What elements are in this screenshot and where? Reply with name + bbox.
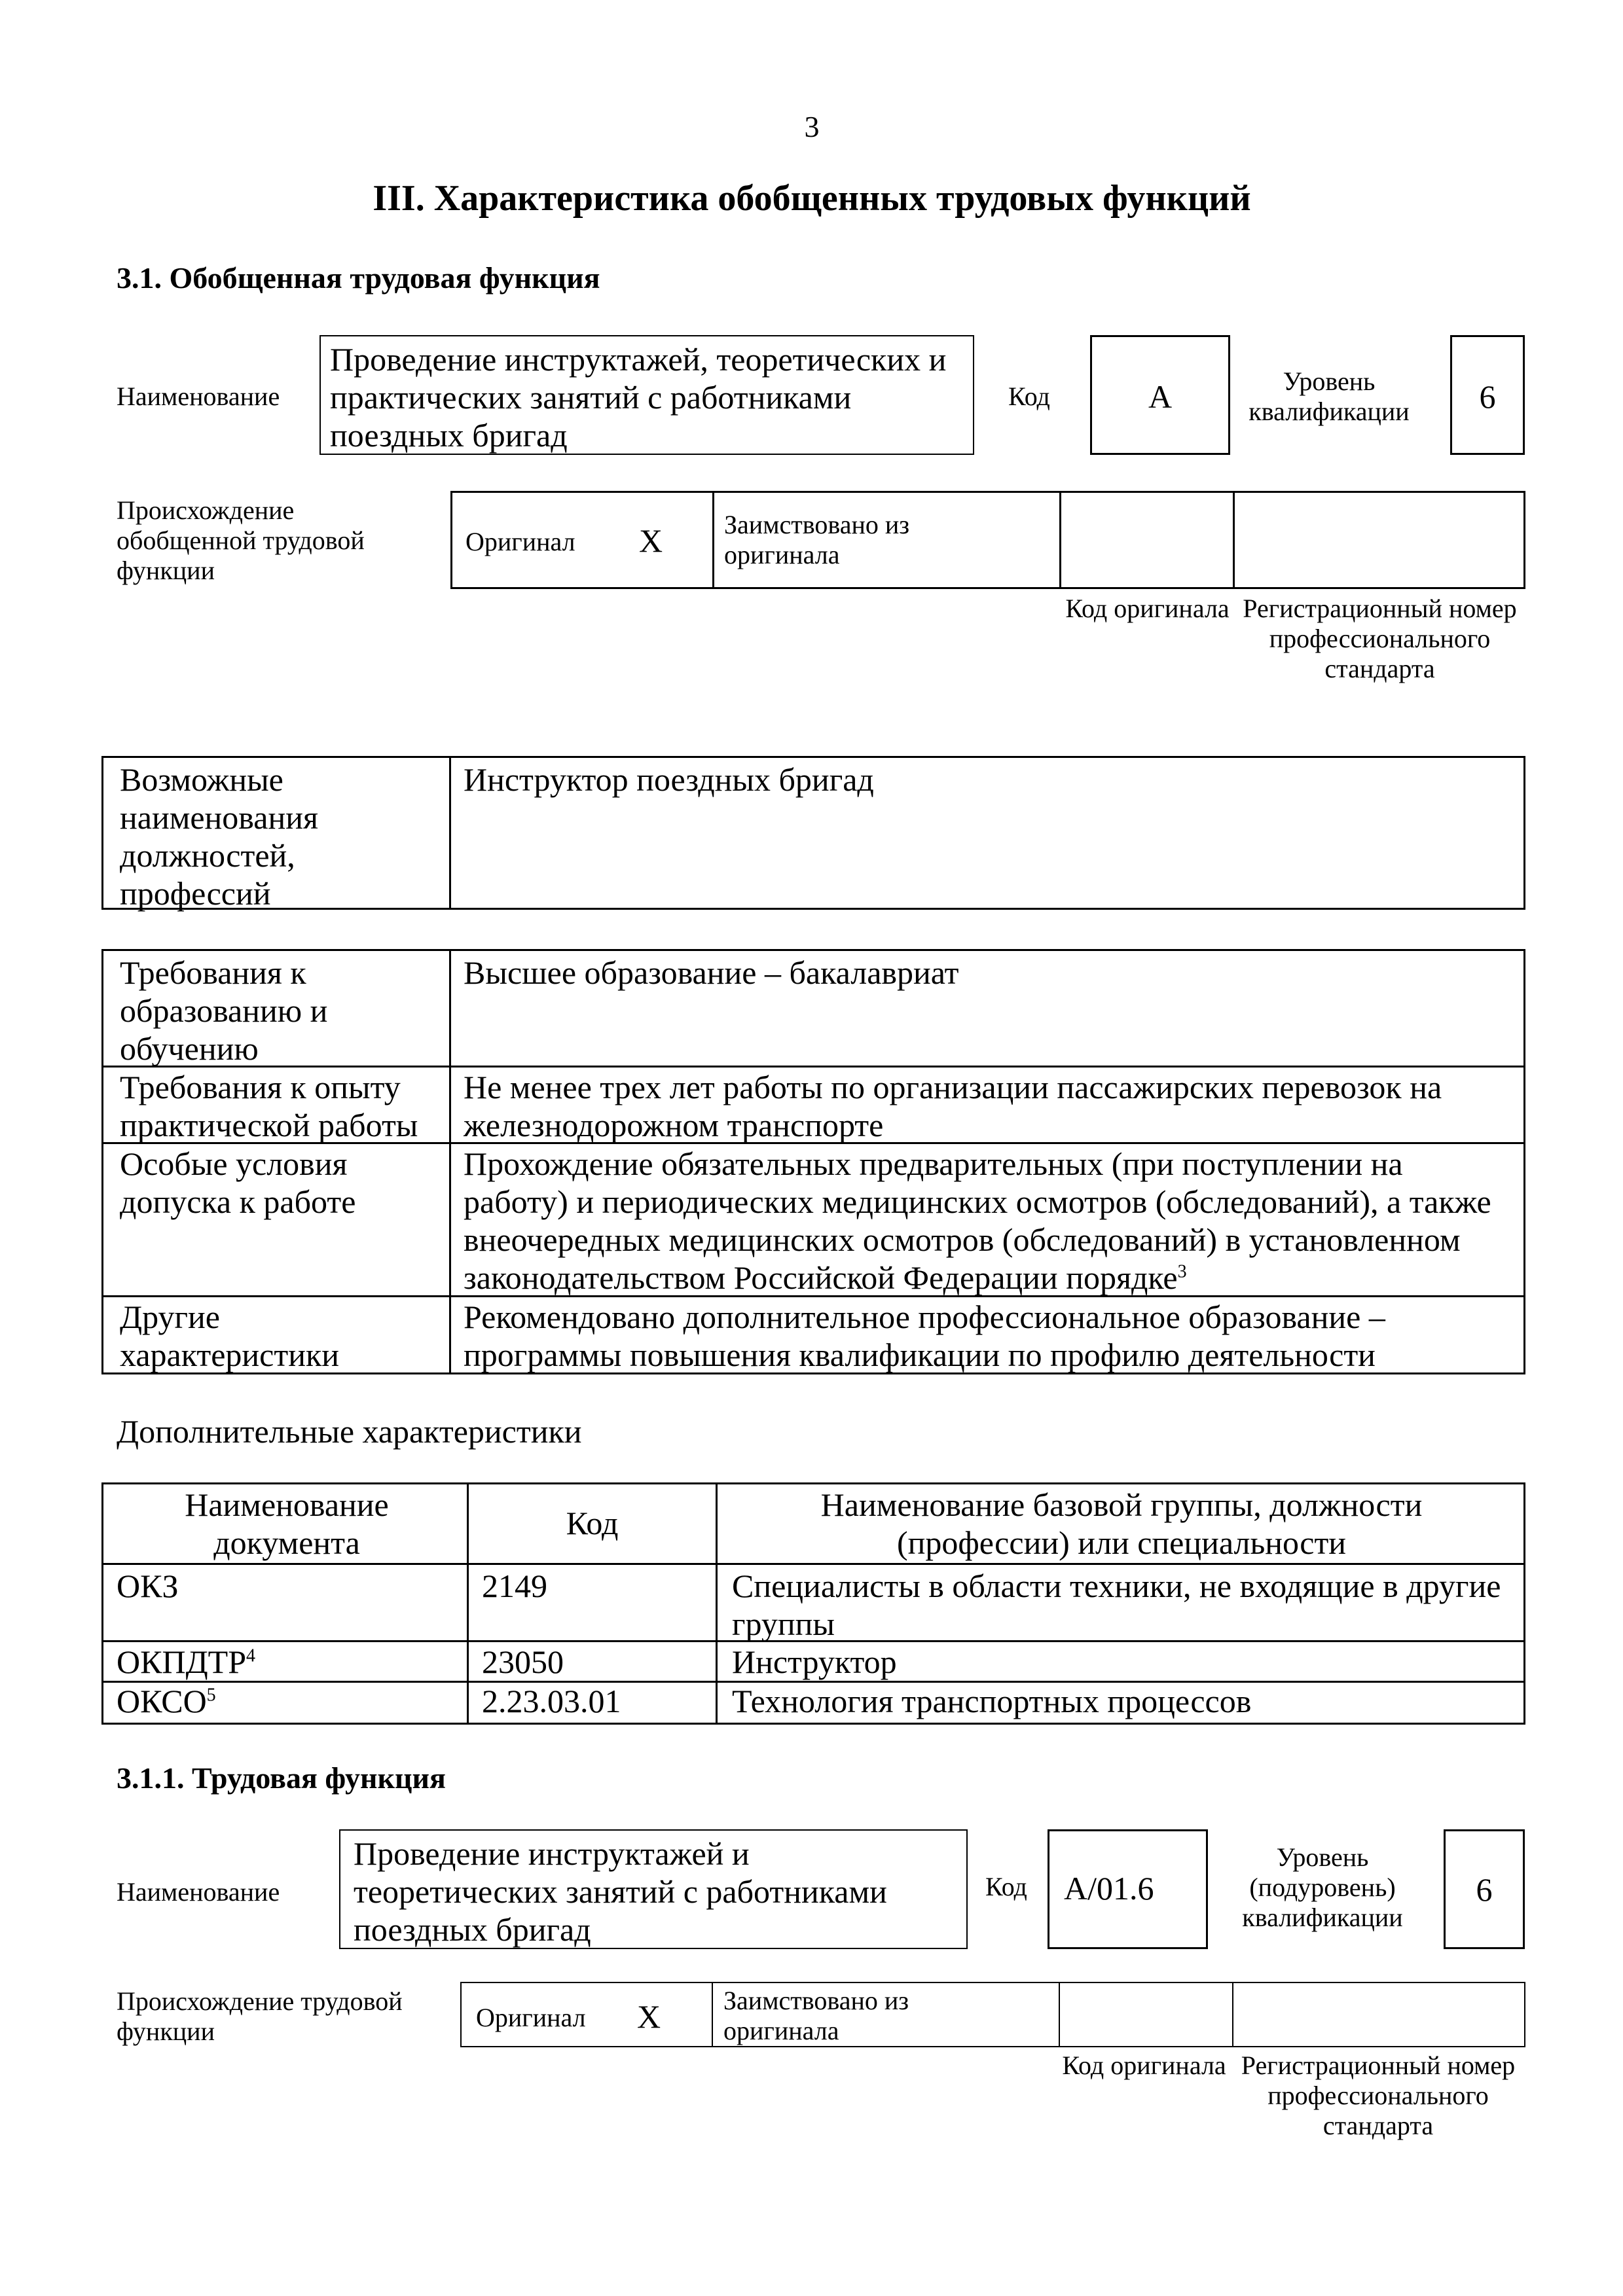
- tf-section-title: 3.1.1. Трудовая функция: [117, 1761, 446, 1795]
- gtf-code-label: Код: [1008, 382, 1050, 411]
- gtf-orig-code-caption: Код оригинала: [1065, 594, 1230, 623]
- req-label: Требования к опыту практической работы: [120, 1069, 418, 1143]
- gtf-name-value: Проведение инструктажей, теоретических и практических занятий с работниками поездных бригад: [330, 341, 947, 454]
- tf-original-mark: Х: [637, 1998, 661, 2035]
- tf-level-value: 6: [1476, 1871, 1493, 1908]
- tf-name-box: [339, 1829, 968, 1949]
- additional-row-name: Инструктор: [732, 1643, 897, 1680]
- additional-row-doc-cell: [117, 1682, 216, 1720]
- gtf-original-label: Оригинал: [465, 527, 575, 556]
- gtf-code-value: А: [1148, 378, 1173, 415]
- gtf-name-label: Наименование: [117, 382, 280, 411]
- gtf-original-mark: Х: [639, 522, 663, 559]
- additional-row-code: 23050: [482, 1643, 564, 1680]
- tf-orig-code-caption: Код оригинала: [1062, 2051, 1226, 2080]
- gtf-reg-number-caption: Регистрационный номер профессионального стандарта: [1243, 594, 1517, 683]
- additional-header-doc: Наименование документа: [185, 1486, 389, 1561]
- tf-code-box: [1048, 1829, 1208, 1949]
- footnote-ref-5: 5: [206, 1685, 216, 1706]
- additional-table: [101, 1482, 1525, 1725]
- additional-row-doc-cell: [117, 1643, 255, 1681]
- footnote-ref-4: 4: [246, 1645, 256, 1666]
- gtf-borrowed-label: Заимствовано из оригинала: [724, 510, 910, 569]
- req-value: Прохождение обязательных предварительных (при поступлении на работу) и периодических медицинских осмотров (обследований), а также внеочередных медицинских осмотров (обследований) в установленном законодательством Российской Федерации порядке: [464, 1145, 1491, 1296]
- additional-row-code: 2149: [482, 1568, 547, 1604]
- req-label: Требования к образованию и обучению: [120, 954, 328, 1067]
- gtf-section-title: 3.1. Обобщенная трудовая функция: [117, 261, 600, 295]
- positions-value: Инструктор поездных бригад: [464, 761, 874, 798]
- tf-level-box: [1444, 1829, 1525, 1949]
- req-value: Не менее трех лет работы по организации пассажирских перевозок на железнодорожном транспорте: [464, 1069, 1442, 1143]
- req-value: Высшее образование – бакалавриат: [464, 954, 959, 991]
- positions-table: [101, 756, 1525, 910]
- page-title: III. Характеристика обобщенных трудовых функций: [373, 178, 1251, 219]
- req-value: Рекомендовано дополнительное профессиональное образование – программы повышения квалификации по профилю деятельности: [464, 1299, 1385, 1373]
- additional-row-doc: ОКСО: [117, 1683, 207, 1719]
- gtf-origin-table: [450, 491, 1525, 589]
- requirements-table: [101, 949, 1525, 1374]
- gtf-level-value: 6: [1479, 378, 1496, 415]
- additional-header-name: Наименование базовой группы, должности (профессии) или специальности: [820, 1486, 1423, 1561]
- tf-borrowed-label: Заимствовано из оригинала: [723, 1986, 909, 2045]
- gtf-level-label: Уровень квалификации: [1249, 367, 1410, 426]
- additional-title: Дополнительные характеристики: [117, 1413, 582, 1450]
- req-label: Особые условия допуска к работе: [120, 1145, 356, 1220]
- gtf-level-box: [1450, 335, 1525, 455]
- tf-reg-number-caption: Регистрационный номер профессионального стандарта: [1241, 2051, 1516, 2140]
- tf-code-label: Код: [985, 1872, 1027, 1901]
- additional-row-name: Специалисты в области техники, не входящие в другие группы: [732, 1568, 1501, 1642]
- tf-level-label: Уровень (подуровень) квалификации: [1242, 1842, 1403, 1932]
- additional-row-doc: ОКПДТР: [117, 1643, 247, 1680]
- gtf-code-box: [1090, 335, 1230, 455]
- tf-code-value: A/01.6: [1064, 1870, 1154, 1907]
- tf-origin-label: Происхождение трудовой функции: [117, 1986, 403, 2046]
- tf-name-value: Проведение инструктажей и теоретических занятий с работниками поездных бригад: [354, 1835, 887, 1948]
- additional-row-code: 2.23.03.01: [482, 1683, 621, 1719]
- tf-name-label: Наименование: [117, 1877, 280, 1907]
- gtf-name-box: [319, 335, 974, 455]
- tf-original-label: Оригинал: [476, 2003, 586, 2032]
- tf-origin-table: [460, 1982, 1525, 2047]
- req-value-with-note: [464, 1145, 1511, 1297]
- positions-label: Возможные наименования должностей, профессий: [120, 761, 318, 912]
- req-label: Другие характеристики: [120, 1299, 340, 1373]
- footnote-ref-3: 3: [1177, 1261, 1187, 1282]
- page-number: 3: [804, 110, 820, 143]
- gtf-origin-label: Происхождение обобщенной трудовой функции: [117, 495, 365, 585]
- additional-row-doc: ОКЗ: [117, 1568, 179, 1604]
- additional-row-name: Технология транспортных процессов: [732, 1683, 1252, 1719]
- additional-header-code: Код: [566, 1505, 619, 1541]
